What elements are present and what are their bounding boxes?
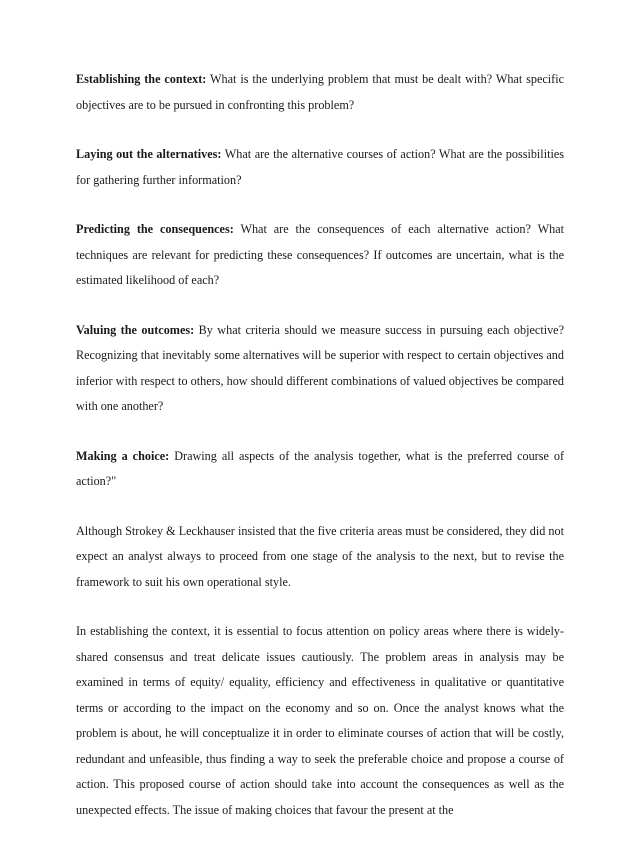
criterion-predicting-consequences xyxy=(76,217,564,294)
criterion-valuing-outcomes xyxy=(76,318,564,420)
criterion-term: Valuing the outcomes: xyxy=(76,322,195,337)
criterion-term: Establishing the context: xyxy=(76,72,207,86)
criterion-text: Drawing all aspects of the analysis together, what is the preferred course of action?" xyxy=(76,448,564,488)
criterion-text: What is the underlying problem that must be dealt with? What specific objectives are to be pursued in confronting this problem? xyxy=(76,72,565,112)
document-page xyxy=(76,67,564,847)
criterion-laying-out-alternatives xyxy=(76,142,564,193)
criterion-making-choice xyxy=(76,444,564,495)
criterion-text: By what criteria should we measure success in pursuing each objective? Recognizing that inevitably some alternatives will be superior with respect to certain objectives and inferior with respect to others, how should different combinations of valued objectives be compared with one another? xyxy=(76,322,565,413)
body-paragraph-establishing-context: In establishing the context, it is essential to focus attention on policy areas where there is widely-shared consensus and treat delicate issues cautiously. The problem areas in analysis may be examined in terms of equity/ equality, efficiency and effectiveness in qualitative or quantitative terms or according to the impact on the economy and so on. Once the analyst knows what the problem is about, he will conceptualize it in order to eliminate courses of action that will be costly, redundant and unfeasible, thus finding a way to seek the preferable choice and propose a course of action. This proposed course of action should take into account the consequences as well as the unexpected effects. The issue of making choices that favour the present at the xyxy=(76,624,564,817)
criterion-establishing-context xyxy=(76,67,564,118)
criterion-text: What are the alternative courses of action? What are the possibilities for gathering further information? xyxy=(76,147,565,187)
body-paragraph-analyst-framework: Although Strokey & Leckhauser insisted that the five criteria areas must be considered, they did not expect an analyst always to proceed from one stage of the analysis to the next, but to revise the framework to suit his own operational style. xyxy=(76,523,564,589)
criterion-term: Making a choice: xyxy=(76,448,170,463)
criterion-term: Predicting the consequences: xyxy=(76,222,234,236)
criterion-text: What are the consequences of each alternative action? What techniques are relevant for predicting these consequences? If outcomes are uncertain, what is the estimated likelihood of each? xyxy=(76,222,564,287)
criterion-term: Laying out the alternatives: xyxy=(76,147,222,161)
